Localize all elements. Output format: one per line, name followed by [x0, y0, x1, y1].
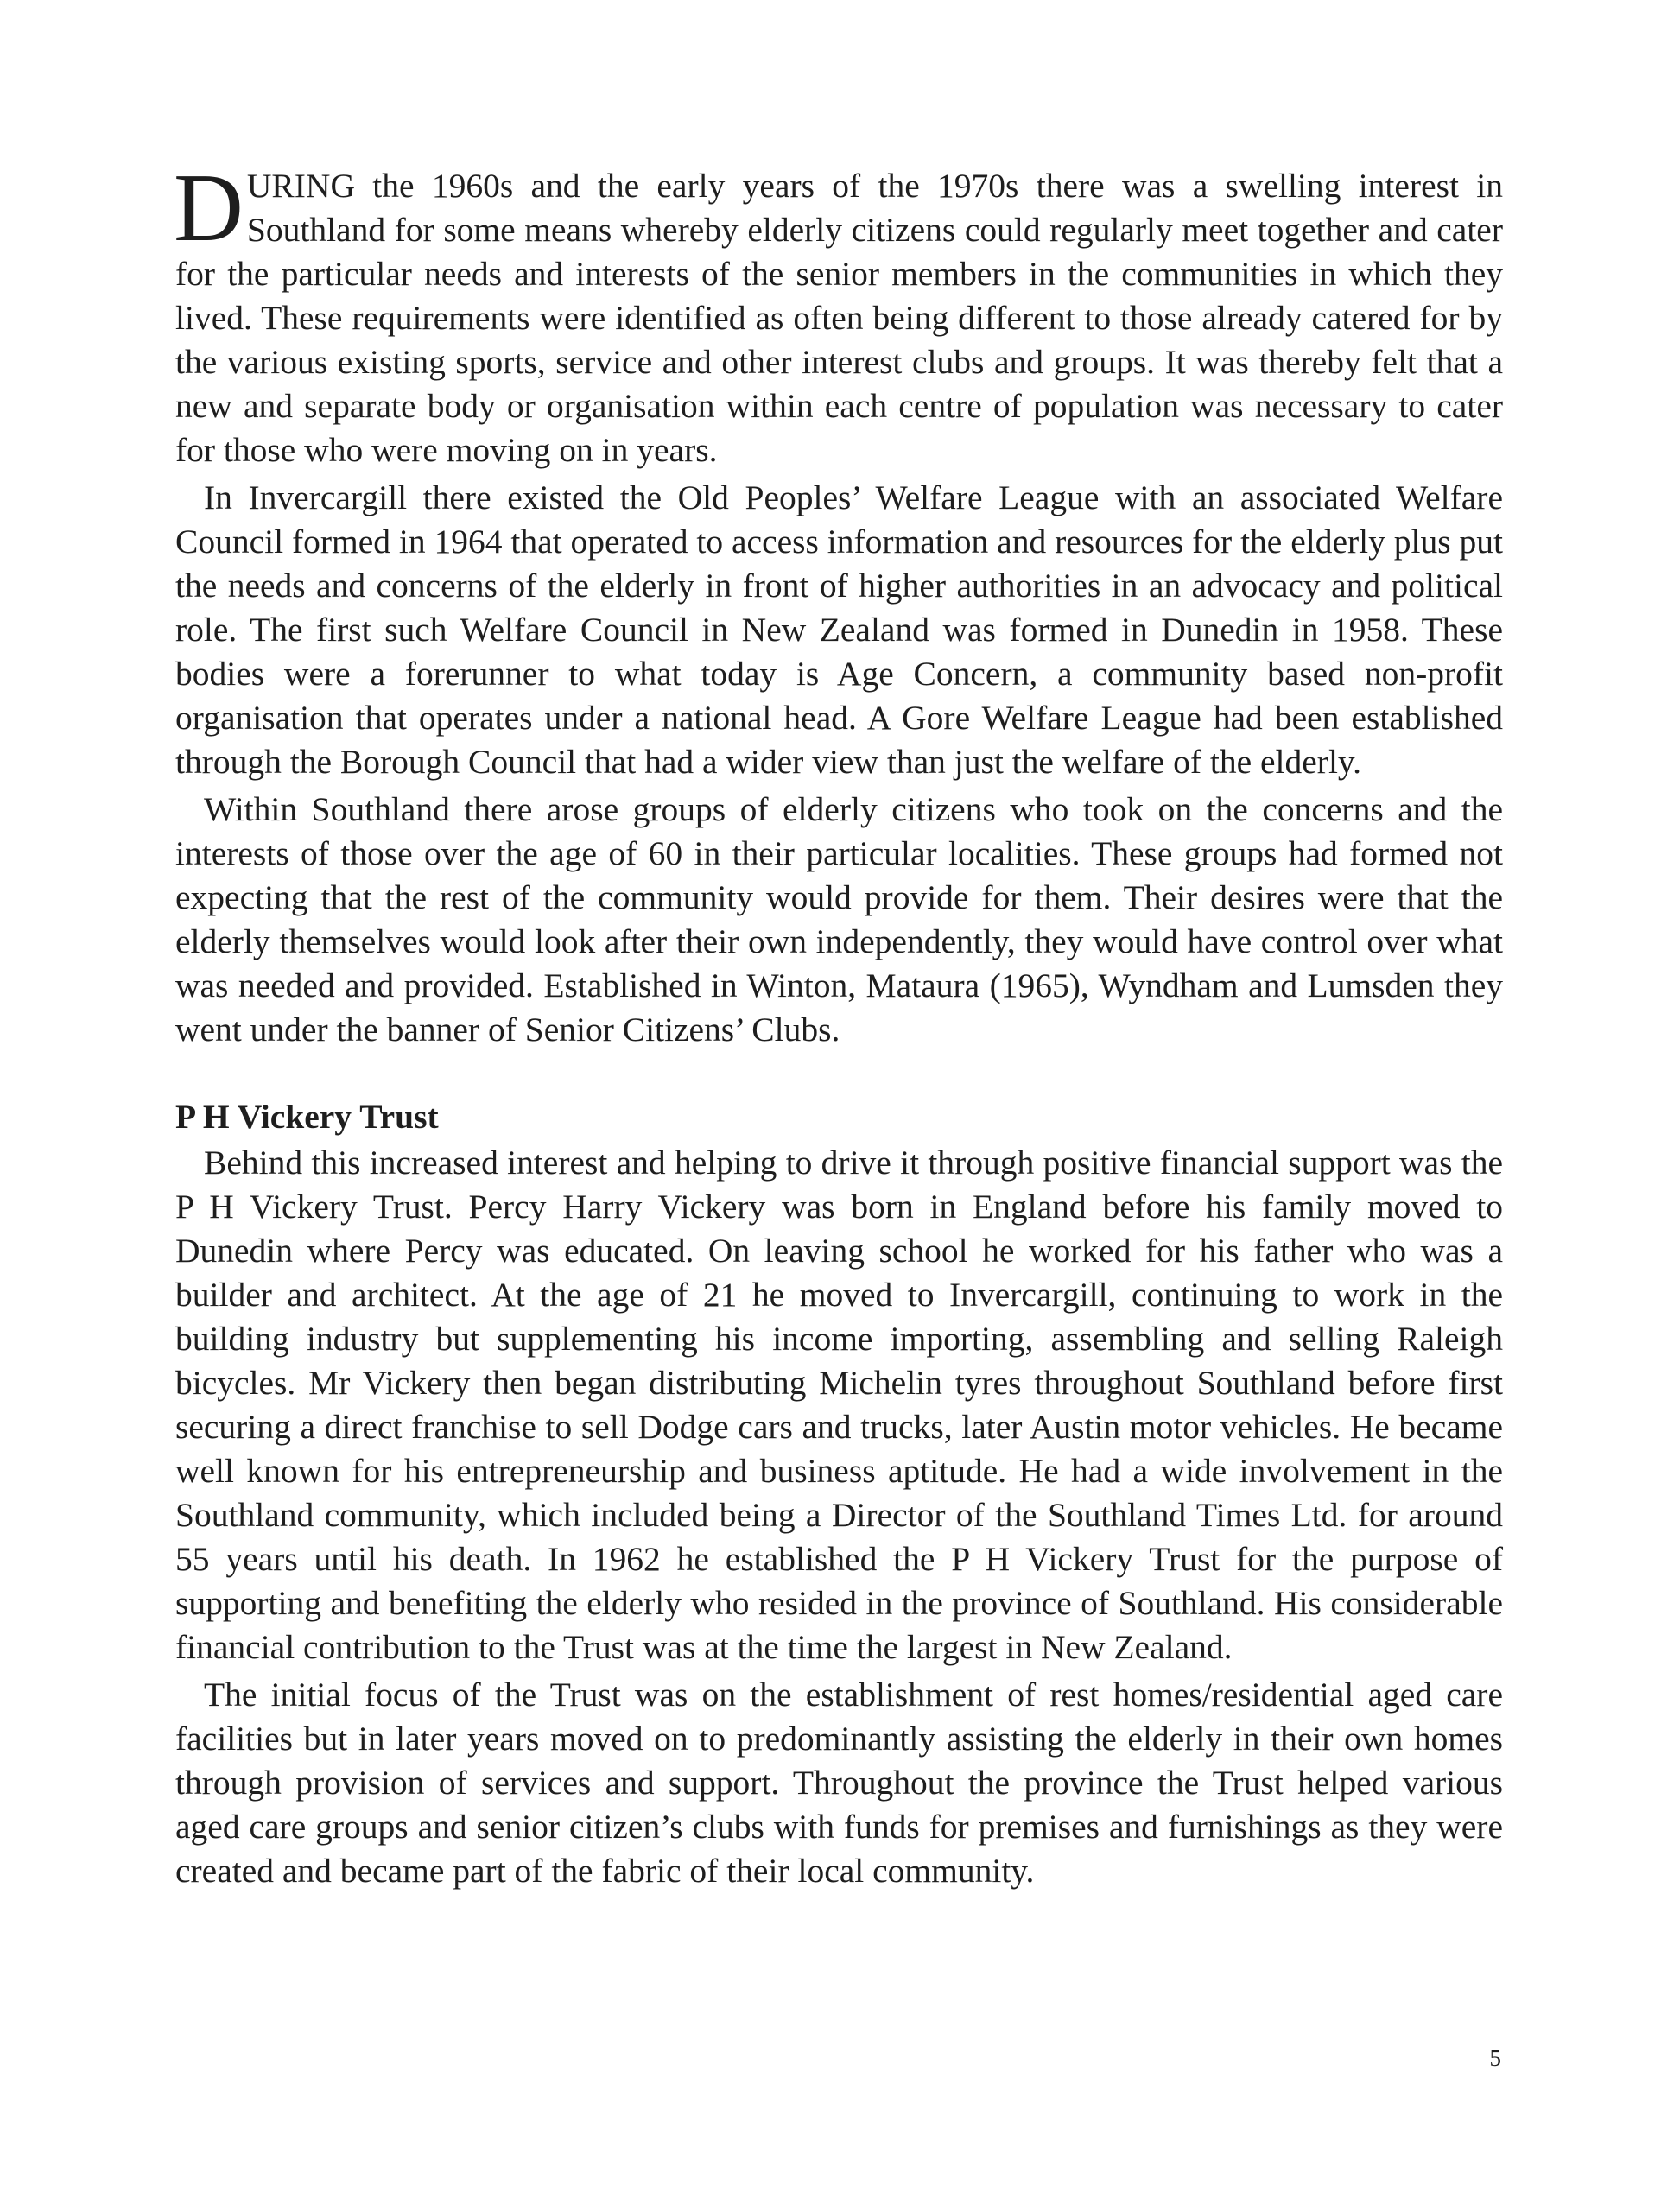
- page-number: 5: [1489, 2045, 1501, 2071]
- paragraph-vickery-trust: Behind this increased interest and helping to drive it through positive financial support was the P H Vickery Trust. Percy Harry Vickery was born in England before his family moved to Dunedin where Percy was educated. On leaving school he worked for his father who was a builder and architect. At the age of 21 he moved to Invercargill, continuing to work in the building industry but supplementing his income importing, assembling and selling Raleigh bicycles. Mr Vickery then began distributing Michelin tyres throughout Southland before first securing a direct franchise to sell Dodge cars and trucks, later Austin motor vehicles. He became well known for his entrepreneurship and business aptitude. He had a wide involvement in the Southland community, which included being a Director of the Southland Times Ltd. for around 55 years until his death. In 1962 he established the P H Vickery Trust for the purpose of supporting and benefiting the elderly who resided in the province of Southland. His considerable financial contribution to the Trust was at the time the largest in New Zealand.: [175, 1144, 1503, 1666]
- intro-paragraph: [174, 155, 1503, 472]
- paragraph-southland-groups: Within Southland there arose groups of elderly citizens who took on the concerns and the interests of those over the age of 60 in their particular localities. These groups had formed not expecting that the rest of the community would provide for them. Their desires were that the elderly themselves would look after their own independently, they would have control over what was needed and provided. Established in Winton, Mataura (1965), Wyndham and Lumsden they went under the banner of Senior Citizens’ Clubs.: [175, 790, 1503, 1048]
- intro-text: URING the 1960s and the early years of the 1970s there was a swelling interest in Southland for some means whereby elderly citizens could regularly meet together and cater for the particular needs and interests of the senior members in the communities in which they lived. These requirements were identified as often being different to those already catered for by the various existing sports, service and other interest clubs and groups. It was thereby felt that a new and separate body or organisation within each centre of population was necessary to cater for those who were moving on in years.: [175, 167, 1503, 469]
- paragraph-invercargill: In Invercargill there existed the Old Peoples’ Welfare League with an associated Welfare Council formed in 1964 that operated to access information and resources for the elderly plus put the needs and concerns of the elderly in front of higher authorities in an advocacy and political role. The first such Welfare Council in New Zealand was formed in Dunedin in 1958. These bodies were a forerunner to what today is Age Concern, a community based non-profit organisation that operates under a national head. A Gore Welfare League had been established through the Borough Council that had a wider view than just the welfare of the elderly.: [175, 478, 1503, 781]
- drop-cap: D: [174, 155, 244, 262]
- page-body: [174, 155, 1503, 1897]
- paragraph-trust-focus: The initial focus of the Trust was on the establishment of rest homes/residential aged care facilities but in later years moved on to predominantly assisting the elderly in their own homes through provision of services and support. Throughout the province the Trust helped various aged care groups and senior citizen’s clubs with funds for premises and furnishings as they were created and became part of the fabric of their local community.: [175, 1676, 1503, 1890]
- section-heading: P H Vickery Trust: [175, 1098, 439, 1136]
